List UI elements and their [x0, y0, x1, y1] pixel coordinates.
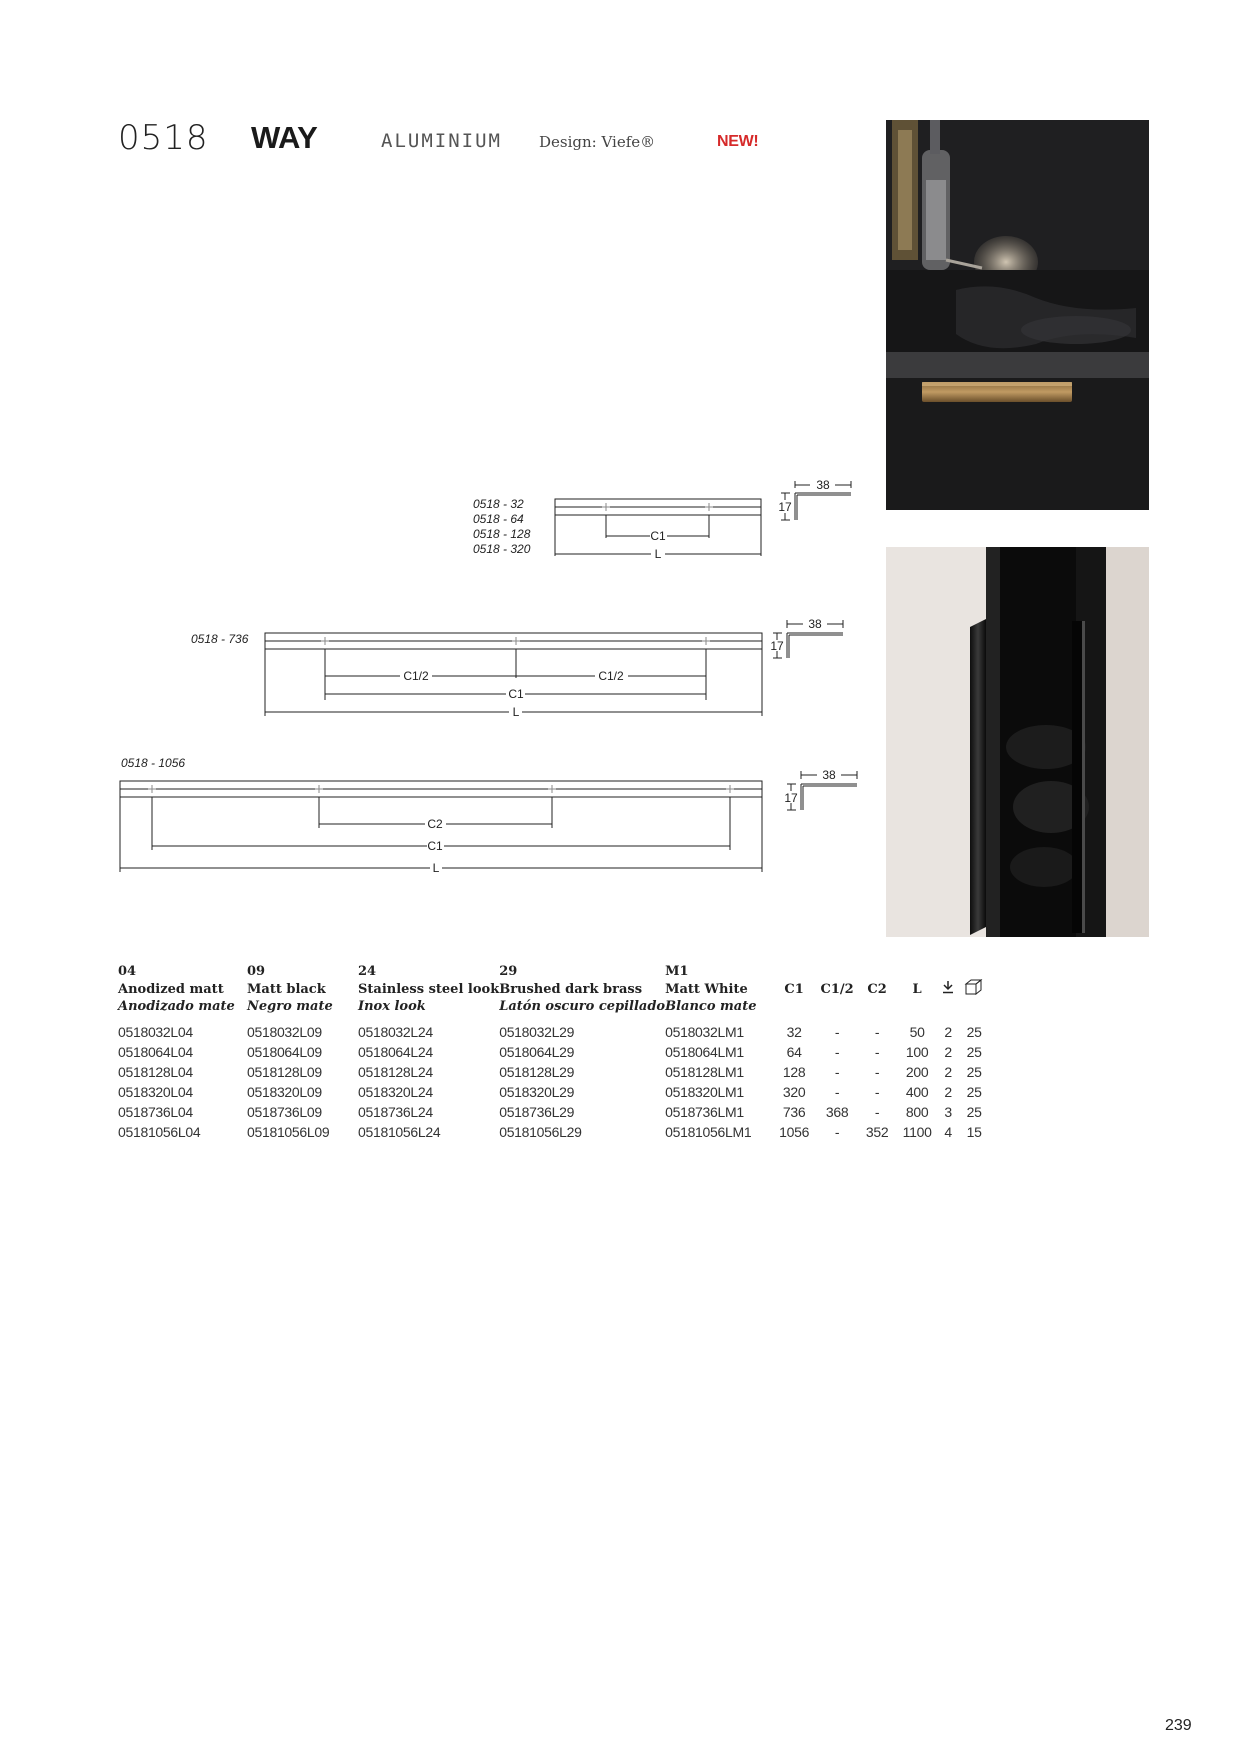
- product-photo-wardrobe: [886, 547, 1149, 937]
- reference-cell: 0518128LM1: [665, 1063, 744, 1080]
- product-material: ALUMINIUM: [381, 130, 502, 152]
- value-cell: 32: [786, 1023, 802, 1040]
- reference-cell: 0518032L04: [118, 1023, 193, 1040]
- value-cell: -: [874, 1063, 880, 1080]
- value-cell: 200: [905, 1063, 929, 1080]
- finish-name-en: Matt black: [247, 981, 326, 997]
- finish-header-m1: [665, 963, 771, 1022]
- reference-cell: 0518736LM1: [665, 1103, 744, 1120]
- value-cell: 368: [825, 1103, 849, 1120]
- reference-cell: 0518128L29: [499, 1063, 575, 1080]
- reference-cell: 0518032LM1: [665, 1023, 744, 1040]
- model-label: 0518 - 320: [473, 542, 531, 556]
- large-model-label: 0518 - 1056: [121, 756, 186, 770]
- finish-code: 24: [358, 964, 377, 979]
- product-name: WAY: [251, 120, 318, 155]
- reference-cell: 0518736L09: [247, 1103, 322, 1120]
- value-cell: 25: [966, 1103, 982, 1120]
- finish-name-en: Stainless steel look: [358, 981, 500, 997]
- table-row: [118, 1042, 989, 1062]
- table-header-row: [118, 963, 989, 1022]
- box-package-icon: [964, 979, 984, 995]
- value-cell: 400: [905, 1083, 929, 1100]
- download-weight-icon: [942, 980, 954, 994]
- value-cell: -: [834, 1123, 840, 1140]
- reference-cell: 05181056L09: [247, 1123, 330, 1140]
- col-c2-header: C2: [867, 981, 887, 997]
- value-cell: 50: [909, 1023, 925, 1040]
- value-cell: 1100: [902, 1123, 932, 1140]
- value-cell: -: [834, 1043, 840, 1060]
- dim-l-label: L: [432, 861, 440, 875]
- table-row: [118, 1122, 989, 1142]
- finish-name-es: Negro mate: [247, 999, 333, 1014]
- value-cell: -: [874, 1103, 880, 1120]
- reference-cell: 0518736L24: [358, 1103, 433, 1120]
- dim-l-label: L: [512, 705, 520, 719]
- reference-cell: 0518128L04: [118, 1063, 193, 1080]
- reference-cell: 0518128L24: [358, 1063, 433, 1080]
- profile-width-label: 38: [808, 617, 822, 631]
- value-cell: 25: [966, 1063, 982, 1080]
- photo-wardrobe-drawing: [886, 547, 1149, 937]
- finish-name-es: Anodizado mate: [118, 999, 235, 1014]
- designer-credit: Design: Viefe®: [539, 133, 656, 151]
- reference-cell: 0518064L24: [358, 1043, 433, 1060]
- medium-model-label: 0518 - 736: [191, 632, 249, 646]
- finish-code: 29: [499, 964, 518, 979]
- col-c1-half-header: C1/2: [820, 981, 854, 997]
- value-cell: 2: [944, 1063, 952, 1080]
- value-cell: 736: [782, 1103, 806, 1120]
- finish-name-en: Matt White: [665, 981, 748, 997]
- col-c1-header: C1: [784, 981, 804, 997]
- col-l-header: L: [912, 981, 922, 997]
- value-cell: 352: [865, 1123, 889, 1140]
- model-label: 0518 - 64: [473, 512, 524, 526]
- reference-cell: 0518320L04: [118, 1083, 193, 1100]
- table-row: [118, 1082, 989, 1102]
- finish-name-es: Latón oscuro cepillado: [499, 999, 666, 1014]
- profile-width-label: 38: [822, 768, 836, 782]
- reference-cell: 0518064LM1: [665, 1043, 744, 1060]
- table-row: [118, 1062, 989, 1082]
- value-cell: 25: [966, 1083, 982, 1100]
- value-cell: 2: [944, 1023, 952, 1040]
- dim-l-label: L: [654, 547, 662, 561]
- technical-drawing-small: [545, 476, 865, 566]
- model-label: 0518 - 128: [473, 527, 531, 541]
- reference-cell: 0518736L29: [499, 1103, 575, 1120]
- table-row: [118, 1102, 989, 1122]
- value-cell: -: [834, 1023, 840, 1040]
- reference-cell: 0518064L29: [499, 1043, 575, 1060]
- small-model-labels: [473, 497, 530, 557]
- reference-cell: 0518032L09: [247, 1023, 322, 1040]
- profile-height-label: 17: [784, 791, 798, 805]
- finish-header-09: [247, 963, 358, 1022]
- dim-c1-label: C1: [427, 839, 443, 853]
- value-cell: 1056: [779, 1123, 810, 1140]
- table-row: [118, 1022, 989, 1042]
- reference-cell: 05181056L04: [118, 1123, 201, 1140]
- finish-code: 04: [118, 964, 137, 979]
- value-cell: 3: [944, 1103, 952, 1120]
- finish-code: M1: [665, 964, 689, 979]
- profile-height-label: 17: [770, 639, 784, 653]
- value-cell: -: [874, 1083, 880, 1100]
- col-box-header: [959, 963, 989, 1022]
- page-number: 239: [1165, 1717, 1192, 1734]
- reference-cell: 05181056L29: [499, 1123, 582, 1140]
- model-label: 0518 - 32: [473, 497, 524, 511]
- profile-height-label: 17: [778, 500, 792, 514]
- value-cell: -: [834, 1063, 840, 1080]
- product-code: 0518: [118, 118, 209, 158]
- dim-c1-label: C1: [508, 687, 524, 701]
- value-cell: -: [874, 1043, 880, 1060]
- dim-c1-half-right-label: C1/2: [598, 669, 624, 683]
- product-photo-kitchen: [886, 120, 1149, 510]
- technical-drawing-medium: [258, 612, 858, 722]
- value-cell: 800: [905, 1103, 929, 1120]
- profile-width-label: 38: [816, 478, 830, 492]
- reference-cell: 0518320L29: [499, 1083, 575, 1100]
- finish-name-en: Brushed dark brass: [499, 981, 643, 997]
- technical-drawing-large: [112, 760, 858, 880]
- reference-cell: 05181056L24: [358, 1123, 441, 1140]
- value-cell: 128: [782, 1063, 806, 1080]
- value-cell: 25: [966, 1043, 982, 1060]
- value-cell: 320: [782, 1083, 806, 1100]
- col-weight-header: [937, 963, 959, 1022]
- reference-cell: 0518032L24: [358, 1023, 433, 1040]
- photo-kitchen-drawing: [886, 120, 1149, 510]
- value-cell: 64: [786, 1043, 802, 1060]
- reference-cell: 05181056LM1: [665, 1123, 752, 1140]
- finish-header-04: [118, 963, 247, 1022]
- value-cell: -: [874, 1023, 880, 1040]
- value-cell: 2: [944, 1043, 952, 1060]
- reference-cell: 0518032L29: [499, 1023, 575, 1040]
- reference-cell: 0518320LM1: [665, 1083, 744, 1100]
- value-cell: 2: [944, 1083, 952, 1100]
- reference-cell: 0518320L09: [247, 1083, 322, 1100]
- reference-cell: 0518064L04: [118, 1043, 193, 1060]
- finish-name-en: Anodized matt: [118, 981, 224, 997]
- finish-name-es: Blanco mate: [665, 999, 757, 1014]
- reference-cell: 0518128L09: [247, 1063, 322, 1080]
- value-cell: 100: [905, 1043, 929, 1060]
- new-badge: NEW!: [717, 133, 759, 150]
- dim-c2-label: C2: [427, 817, 443, 831]
- value-cell: -: [834, 1083, 840, 1100]
- finish-name-es: Inox look: [358, 999, 426, 1014]
- finish-code: 09: [247, 964, 266, 979]
- value-cell: 15: [966, 1123, 982, 1140]
- value-cell: 25: [966, 1023, 982, 1040]
- table-body: [118, 1022, 989, 1142]
- finish-header-24: [358, 963, 499, 1022]
- reference-cell: 0518064L09: [247, 1043, 322, 1060]
- value-cell: 4: [944, 1123, 952, 1140]
- product-spec-table: [118, 963, 989, 1142]
- finish-header-29: [499, 963, 665, 1022]
- dim-c1-label: C1: [650, 529, 666, 543]
- dim-c1-half-left-label: C1/2: [403, 669, 429, 683]
- reference-cell: 0518736L04: [118, 1103, 193, 1120]
- reference-cell: 0518320L24: [358, 1083, 433, 1100]
